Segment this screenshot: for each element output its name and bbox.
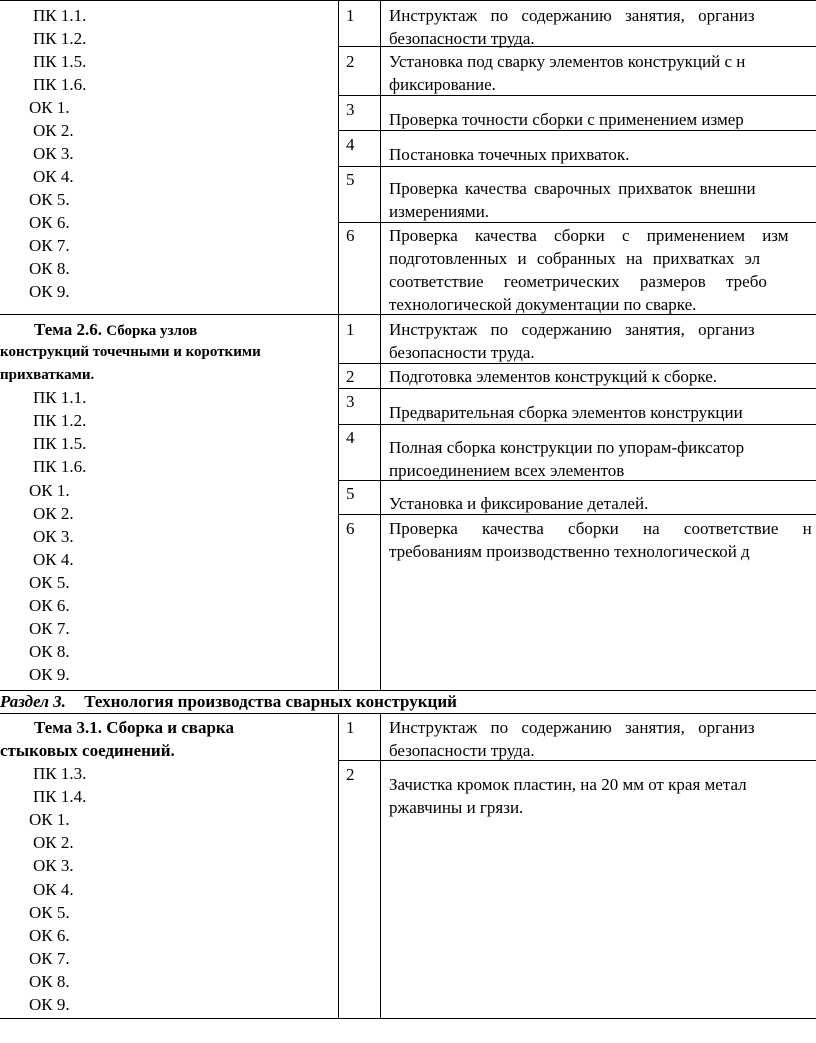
code: ОК 8. <box>29 972 70 991</box>
code: ОК 7. <box>29 236 70 255</box>
code: ОК 9. <box>29 995 70 1014</box>
code: ОК 1. <box>29 810 70 829</box>
table-border-bottom <box>0 1018 816 1019</box>
row-text: Постановка точечных прихваток. <box>389 145 630 164</box>
section-label: Раздел 3. <box>0 692 66 711</box>
row-text: Проверка качества сварочных прихваток внешни <box>389 179 756 198</box>
row-number: 3 <box>346 392 355 411</box>
row-text: Проверка качества сборки на соответствие н <box>389 519 812 538</box>
row-number: 2 <box>346 765 355 784</box>
row-line <box>338 166 816 167</box>
row-text: соответствие геометрических размеров требо <box>389 272 767 291</box>
row-number: 1 <box>346 6 355 25</box>
code: ОК 4. <box>33 880 74 899</box>
code: ОК 2. <box>33 833 74 852</box>
row-number: 2 <box>346 367 355 386</box>
row-text: присоединением всех элементов <box>389 461 625 480</box>
row-line <box>338 388 816 389</box>
code: ПК 1.2. <box>33 411 87 430</box>
code: ОК 3. <box>33 527 74 546</box>
topic-heading <box>34 318 197 343</box>
row-text: измерениями. <box>389 202 490 221</box>
code: ОК 8. <box>29 642 70 661</box>
code: ПК 1.1. <box>33 388 87 407</box>
table-divider <box>338 0 339 690</box>
topic-title-line: прихватками. <box>0 367 95 383</box>
row-text: подготовленных и собранных на прихватках эл <box>389 249 761 268</box>
row-number: 1 <box>346 320 355 339</box>
code: ОК 6. <box>29 596 70 615</box>
row-text: безопасности труда. <box>389 741 535 760</box>
row-text: требованиям производственно технологической д <box>389 542 750 561</box>
code: ОК 5. <box>29 190 70 209</box>
row-text: Инструктаж по содержанию занятия, организ <box>389 6 755 25</box>
code: ОК 5. <box>29 573 70 592</box>
row-text: технологической документации по сварке. <box>389 295 697 314</box>
code: ПК 1.6. <box>33 457 87 476</box>
section-heading <box>0 690 457 713</box>
row-line <box>338 424 816 425</box>
code: ОК 6. <box>29 926 70 945</box>
row-number: 5 <box>346 484 355 503</box>
row-number: 6 <box>346 519 355 538</box>
table-divider <box>380 713 381 1018</box>
row-number: 6 <box>346 226 355 245</box>
topic-title: Сборка узлов <box>106 323 198 339</box>
table-divider <box>338 713 339 1018</box>
row-number: 4 <box>346 428 355 447</box>
code: ПК 1.4. <box>33 787 87 806</box>
row-number: 4 <box>346 135 355 154</box>
code: ПК 1.1. <box>33 6 87 25</box>
row-text: фиксирование. <box>389 75 496 94</box>
row-text: безопасности труда. <box>389 343 535 362</box>
row-number: 3 <box>346 100 355 119</box>
topic-title-line: стыковых соединений. <box>0 741 175 760</box>
row-number: 2 <box>346 52 355 71</box>
topic-number: Тема 2.6. <box>34 320 102 339</box>
code: ОК 9. <box>29 665 70 684</box>
row-text: Проверка качества сборки с применением изм <box>389 226 789 245</box>
code: ОК 4. <box>33 550 74 569</box>
code: ОК 7. <box>29 949 70 968</box>
code: ОК 8. <box>29 259 70 278</box>
row-text: Подготовка элементов конструкций к сборке. <box>389 367 717 386</box>
code: ОК 2. <box>33 504 74 523</box>
row-text: Инструктаж по содержанию занятия, организ <box>389 320 755 339</box>
row-text: Установка под сварку элементов конструкций с н <box>389 52 746 71</box>
code: ПК 1.2. <box>33 29 87 48</box>
code: ПК 1.5. <box>33 52 87 71</box>
code: ПК 1.3. <box>33 764 87 783</box>
code: ОК 7. <box>29 619 70 638</box>
topic-heading: Тема 3.1. Сборка и сварка <box>34 718 234 737</box>
code: ОК 2. <box>33 121 74 140</box>
section-line <box>0 713 816 714</box>
row-number: 1 <box>346 718 355 737</box>
topic-title-line: конструкций точечными и короткими <box>0 344 261 360</box>
code: ОК 3. <box>33 144 74 163</box>
row-text: Инструктаж по содержанию занятия, организ <box>389 718 755 737</box>
code: ОК 9. <box>29 282 70 301</box>
code: ОК 4. <box>33 167 74 186</box>
code: ОК 1. <box>29 98 70 117</box>
row-text: ржавчины и грязи. <box>389 798 524 817</box>
row-text: Предварительная сборка элементов конструкции <box>389 403 743 422</box>
row-number: 5 <box>346 170 355 189</box>
code: ОК 1. <box>29 481 70 500</box>
code: ОК 3. <box>33 856 74 875</box>
section-title: Технология производства сварных конструкций <box>84 692 457 711</box>
table-divider <box>380 0 381 690</box>
row-text: Установка и фиксирование деталей. <box>389 494 649 513</box>
code: ПК 1.6. <box>33 75 87 94</box>
table-border-top <box>0 0 816 1</box>
row-text: Полная сборка конструкции по упорам-фиксатор <box>389 438 745 457</box>
code: ОК 5. <box>29 903 70 922</box>
row-text: безопасности труда. <box>389 29 535 48</box>
row-text: Зачистка кромок пластин, на 20 мм от края метал <box>389 775 747 794</box>
code: ОК 6. <box>29 213 70 232</box>
row-text: Проверка точности сборки с применением измер <box>389 110 744 129</box>
code: ПК 1.5. <box>33 434 87 453</box>
